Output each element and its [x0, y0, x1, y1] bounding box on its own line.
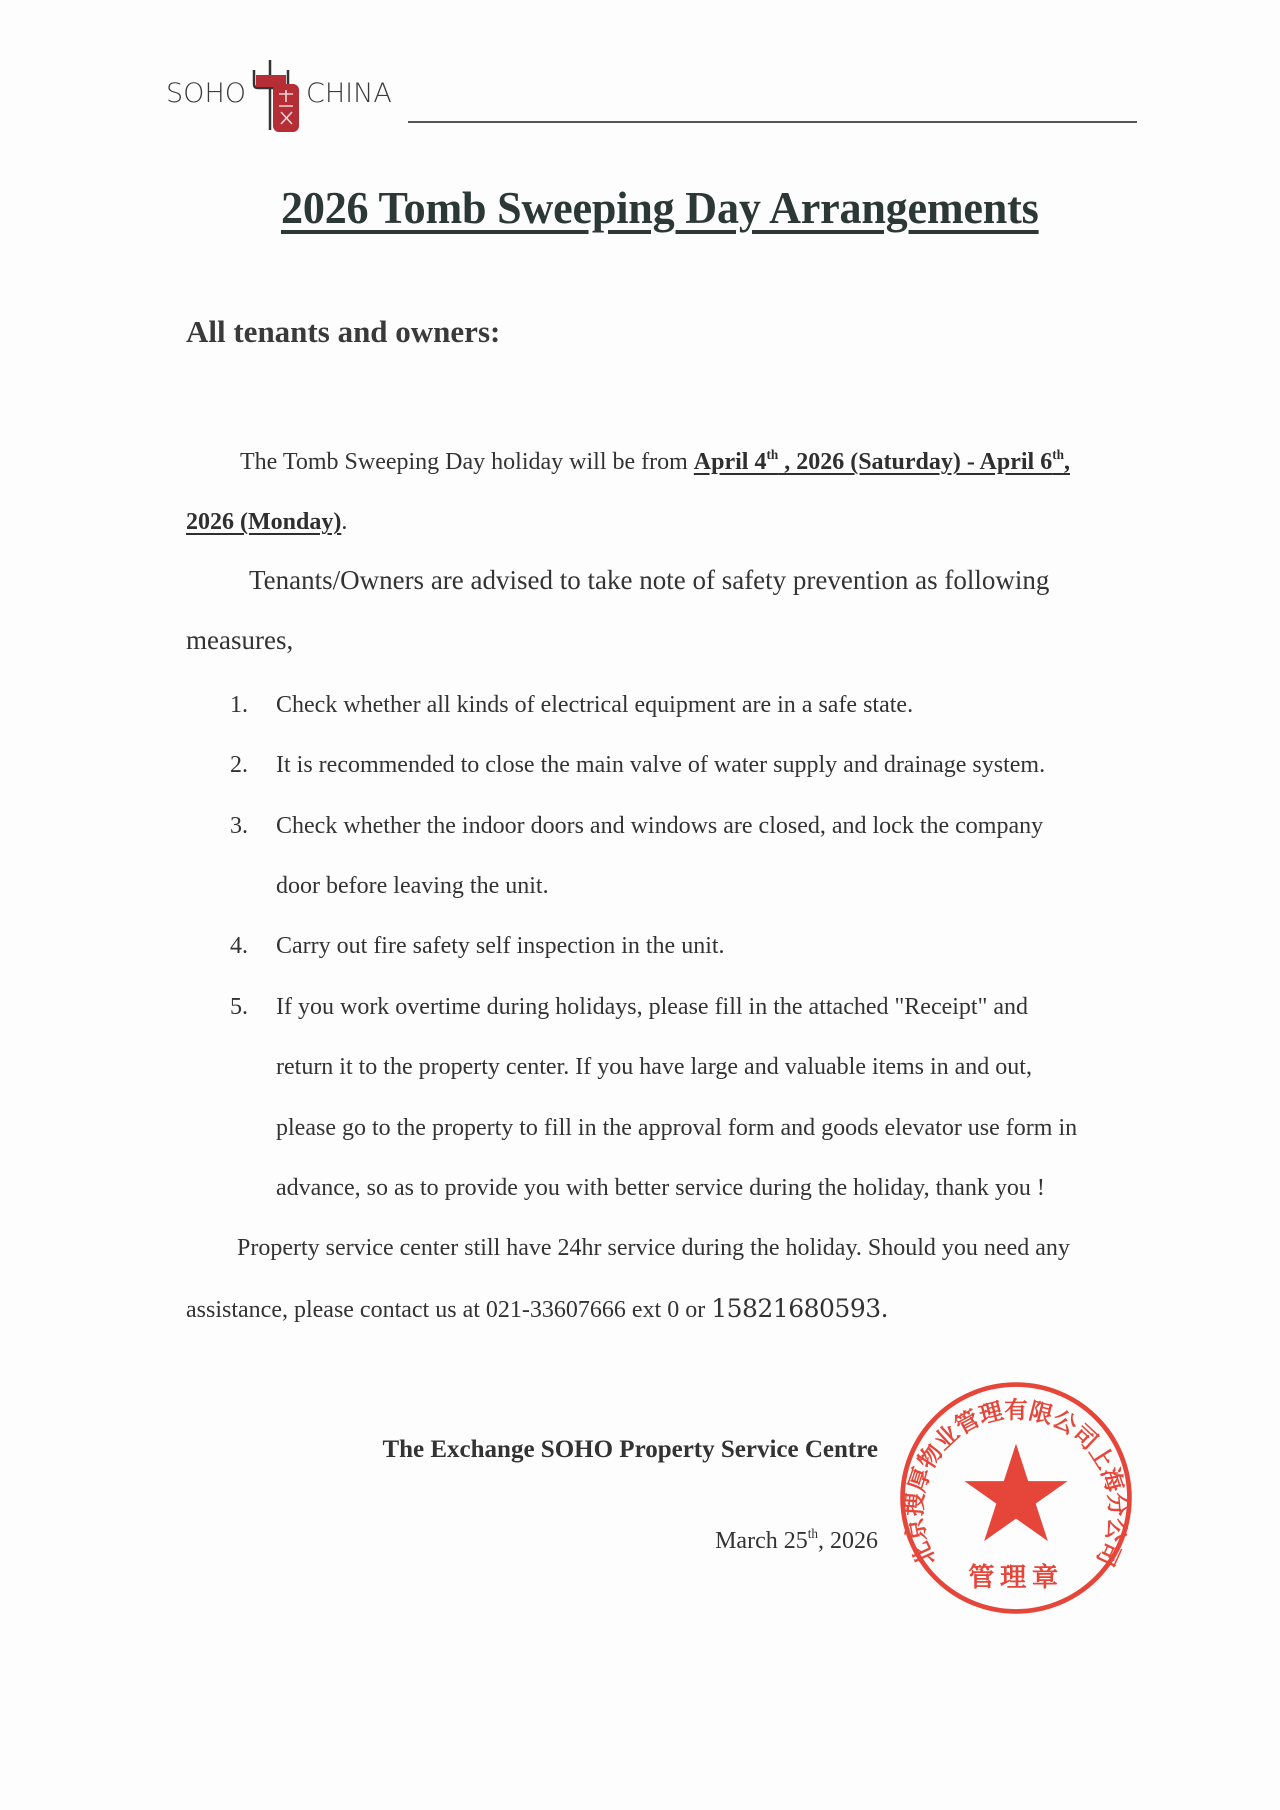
end-date-year: 2026 (Monday)	[186, 509, 342, 535]
list-text: Check whether all kinds of electrical equipment are in a safe state.	[276, 692, 914, 718]
date-year: , 2026	[818, 1528, 878, 1554]
advice-line1: Tenants/Owners are advised to take note of safety prevention as following	[249, 565, 1050, 595]
stamp-bottom-text: 管理章	[968, 1563, 1064, 1594]
signature-date	[715, 1528, 878, 1555]
list-text: Carry out fire safety self inspection in the unit.	[276, 933, 725, 959]
holiday-intro: The Tomb Sweeping Day holiday will be from	[240, 449, 694, 475]
advice-line2: measures,	[186, 625, 294, 655]
list-text: please go to the property to fill in the approval form and goods elevator use form in	[276, 1115, 1078, 1141]
official-stamp	[896, 1378, 1136, 1618]
start-date: April 4	[693, 449, 767, 475]
list-number: 5.	[230, 994, 248, 1020]
list-text: door before leaving the unit.	[276, 873, 549, 899]
date-suffix: th	[807, 1526, 818, 1542]
holiday-dates	[694, 449, 1070, 475]
list-text: Check whether the indoor doors and windows are closed, and lock the company	[276, 813, 1044, 839]
stamp-ring-text-path: 北京搜厚物业管理有限公司上海分公司	[899, 1395, 1133, 1571]
list-number: 2.	[230, 752, 248, 778]
end-date-suffix: th	[1052, 447, 1064, 463]
end-punct: .	[341, 509, 348, 535]
list-number: 1.	[230, 692, 248, 718]
signature-organization: The Exchange SOHO Property Service Centre	[382, 1436, 878, 1463]
list-text: advance, so as to provide you with better service during the holiday, thank you !	[276, 1175, 1045, 1201]
salutation: All tenants and owners:	[186, 314, 501, 349]
date-range: , 2026 (Saturday) - April 6	[778, 449, 1053, 475]
holiday-paragraph-line2	[186, 510, 347, 534]
list-text: If you work overtime during holidays, please fill in the attached "Receipt" and	[276, 994, 1029, 1020]
contact-text: assistance, please contact us at 021-33607666 ext 0 or	[186, 1297, 712, 1323]
list-number: 3.	[230, 813, 248, 839]
date-month-day: March 25	[715, 1528, 808, 1554]
soho-china-logo	[158, 58, 398, 134]
date-comma: ,	[1063, 449, 1070, 475]
logo-china-text: CHINA	[306, 78, 392, 109]
service-end-punct: .	[880, 1294, 889, 1323]
list-number: 4.	[230, 933, 248, 959]
header-rule	[408, 121, 1137, 123]
document-title: 2026 Tomb Sweeping Day Arrangements	[281, 183, 1039, 233]
service-line2	[186, 1296, 888, 1322]
list-text: It is recommended to close the main valve of water supply and drainage system.	[276, 752, 1046, 778]
logo-soho-text: SOHO	[166, 78, 246, 109]
soho-china-seal-icon	[248, 58, 304, 134]
holiday-paragraph-line1	[240, 447, 1070, 475]
mobile-number: 15821680593	[711, 1294, 881, 1323]
list-text: return it to the property center. If you have large and valuable items in and out,	[276, 1054, 1032, 1080]
start-date-suffix: th	[766, 447, 779, 463]
star-icon	[964, 1444, 1067, 1542]
service-line1: Property service center still have 24hr service during the holiday. Should you need any	[237, 1235, 1070, 1261]
